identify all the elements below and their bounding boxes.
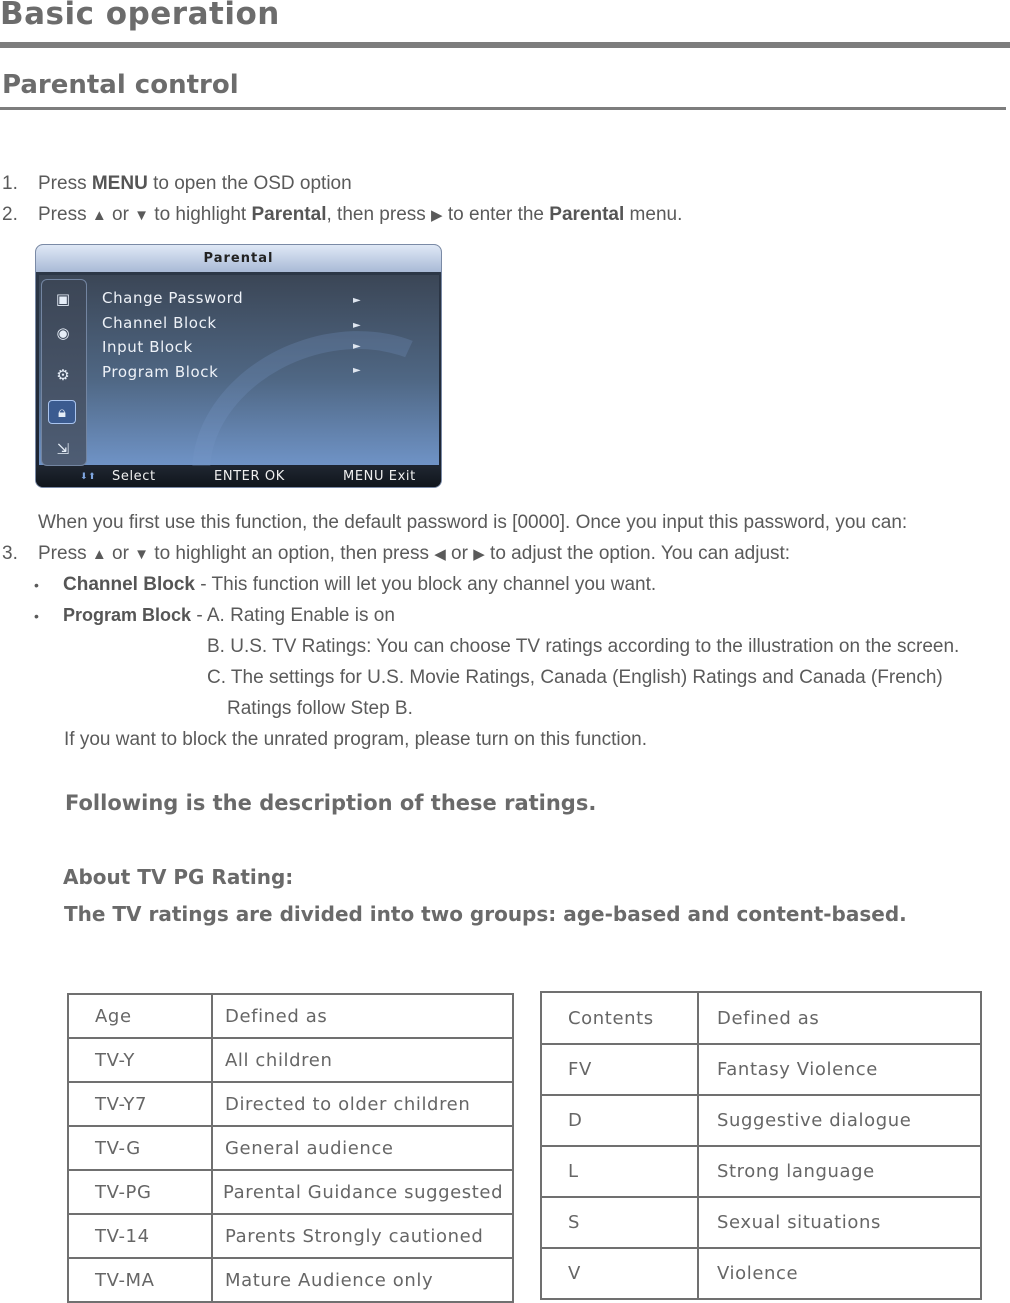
osd-item-channel-block[interactable]: Channel Block bbox=[102, 314, 217, 332]
step-text: or bbox=[445, 543, 474, 564]
rating-code: TV-G bbox=[68, 1126, 212, 1170]
footer-exit: MENU Exit bbox=[343, 469, 416, 484]
step-1 bbox=[2, 173, 352, 195]
step-text: Press bbox=[38, 173, 92, 194]
bullet-program-block bbox=[34, 605, 395, 627]
table-row bbox=[68, 1170, 513, 1214]
content-code: L bbox=[541, 1146, 698, 1197]
table-row bbox=[68, 1038, 513, 1082]
step-number: 3. bbox=[2, 543, 18, 564]
table-header-row bbox=[541, 992, 981, 1044]
rating-definition: General audience bbox=[212, 1126, 513, 1170]
osd-footer bbox=[36, 466, 441, 487]
about-heading: About TV PG Rating: bbox=[63, 865, 294, 889]
submenu-arrow-icon: ► bbox=[353, 365, 361, 376]
content-ratings-table bbox=[540, 991, 982, 1300]
right-arrow-icon: ▶ bbox=[431, 207, 443, 224]
rating-definition: Parents Strongly cautioned bbox=[212, 1214, 513, 1258]
content-code: V bbox=[541, 1248, 698, 1299]
program-block-c2: Ratings follow Step B. bbox=[227, 698, 413, 719]
content-definition: Strong language bbox=[698, 1146, 981, 1197]
table-header: Defined as bbox=[212, 994, 513, 1038]
ratings-intro: Following is the description of these ratings. bbox=[65, 791, 597, 815]
table-row bbox=[68, 1082, 513, 1126]
step-text: Press bbox=[38, 543, 92, 564]
bullet: • bbox=[34, 577, 39, 593]
rating-code: TV-14 bbox=[68, 1214, 212, 1258]
settings-icon[interactable]: ⚙ bbox=[56, 366, 70, 384]
tv-icon[interactable]: ▣ bbox=[55, 290, 71, 308]
table-row bbox=[68, 1214, 513, 1258]
step-text: to highlight an option, then press bbox=[149, 543, 435, 564]
source-icon[interactable]: ⇲ bbox=[56, 440, 70, 458]
content-definition: Sexual situations bbox=[698, 1197, 981, 1248]
step-text: menu. bbox=[624, 204, 683, 225]
submenu-arrow-icon: ► bbox=[353, 320, 361, 331]
title-divider bbox=[0, 42, 1010, 48]
rating-code: TV-PG bbox=[68, 1170, 212, 1214]
left-arrow-icon: ◀ bbox=[434, 546, 446, 563]
bullet: • bbox=[34, 608, 39, 624]
table-header: Defined as bbox=[698, 992, 981, 1044]
rating-code: TV-Y bbox=[68, 1038, 212, 1082]
content-definition: Suggestive dialogue bbox=[698, 1095, 981, 1146]
table-header-row bbox=[68, 994, 513, 1038]
osd-item-input-block[interactable]: Input Block bbox=[102, 338, 193, 356]
step-text: to adjust the option. You can adjust: bbox=[484, 543, 791, 564]
step-number: 1. bbox=[2, 173, 18, 194]
rating-code: TV-MA bbox=[68, 1258, 212, 1302]
section-title: Parental control bbox=[2, 70, 239, 100]
groups-heading: The TV ratings are divided into two groups: age-based and content-based. bbox=[64, 902, 907, 926]
up-arrow-icon: ▲ bbox=[91, 207, 107, 224]
age-ratings-table bbox=[67, 993, 514, 1303]
table-row bbox=[68, 1126, 513, 1170]
step-text: Press bbox=[38, 204, 92, 225]
rating-definition: Parental Guidance suggested bbox=[212, 1170, 513, 1214]
step-text: or bbox=[106, 543, 135, 564]
audio-icon[interactable]: ◉ bbox=[56, 324, 70, 342]
password-note: When you first use this function, the default password is [0000]. Once you input this password, you can: bbox=[38, 512, 908, 533]
table-row bbox=[541, 1044, 981, 1095]
up-arrow-icon: ▲ bbox=[91, 546, 107, 563]
step-2 bbox=[2, 204, 682, 226]
section-divider bbox=[0, 107, 1006, 110]
step-number: 2. bbox=[2, 204, 18, 225]
osd-item-program-block[interactable]: Program Block bbox=[102, 363, 219, 381]
nav-arrows-icon: ⬇⬆ bbox=[80, 472, 97, 482]
parental-osd-menu bbox=[35, 244, 442, 488]
step-3 bbox=[2, 543, 790, 565]
osd-item-change-password[interactable]: Change Password bbox=[102, 289, 244, 307]
table-header: Age bbox=[68, 994, 212, 1038]
channel-block-label: Channel Block bbox=[63, 574, 195, 595]
table-row bbox=[541, 1095, 981, 1146]
lock-icon[interactable]: 🔒︎ bbox=[48, 400, 76, 424]
step-text: to highlight bbox=[149, 204, 252, 225]
bullet-text: - A. Rating Enable is on bbox=[191, 605, 395, 626]
content-code: S bbox=[541, 1197, 698, 1248]
down-arrow-icon: ▼ bbox=[134, 546, 150, 563]
down-arrow-icon: ▼ bbox=[134, 207, 150, 224]
submenu-arrow-icon: ► bbox=[353, 295, 361, 306]
osd-body bbox=[39, 275, 439, 465]
parental-keyword: Parental bbox=[549, 204, 625, 225]
step-text: to enter the bbox=[442, 204, 550, 225]
footer-enter: ENTER OK bbox=[214, 469, 285, 484]
osd-title: Parental bbox=[36, 245, 441, 272]
menu-key: MENU bbox=[91, 173, 148, 194]
osd-sidebar bbox=[41, 279, 87, 466]
content-code: D bbox=[541, 1095, 698, 1146]
program-block-label: Program Block bbox=[63, 605, 192, 625]
step-text: or bbox=[106, 204, 135, 225]
content-code: FV bbox=[541, 1044, 698, 1095]
content-definition: Fantasy Violence bbox=[698, 1044, 981, 1095]
program-block-c: C. The settings for U.S. Movie Ratings, Canada (English) Ratings and Canada (French) bbox=[207, 667, 943, 688]
rating-code: TV-Y7 bbox=[68, 1082, 212, 1126]
submenu-arrow-icon: ► bbox=[353, 341, 361, 352]
rating-definition: All children bbox=[212, 1038, 513, 1082]
bullet-text: - This function will let you block any channel you want. bbox=[194, 574, 657, 595]
parental-keyword: Parental bbox=[251, 204, 327, 225]
rating-definition: Directed to older children bbox=[212, 1082, 513, 1126]
page-title: Basic operation bbox=[0, 0, 280, 32]
footer-select: Select bbox=[112, 469, 156, 484]
step-text: , then press bbox=[326, 204, 432, 225]
unrated-note: If you want to block the unrated program, please turn on this function. bbox=[64, 729, 648, 750]
table-row bbox=[68, 1258, 513, 1302]
bullet-channel-block bbox=[34, 574, 656, 596]
program-block-b: B. U.S. TV Ratings: You can choose TV ratings according to the illustration on the screen. bbox=[207, 636, 960, 657]
table-row bbox=[541, 1248, 981, 1299]
table-row bbox=[541, 1197, 981, 1248]
step-text: to open the OSD option bbox=[147, 173, 352, 194]
rating-definition: Mature Audience only bbox=[212, 1258, 513, 1302]
table-header: Contents bbox=[541, 992, 698, 1044]
right-arrow-icon: ▶ bbox=[473, 546, 485, 563]
content-definition: Violence bbox=[698, 1248, 981, 1299]
table-row bbox=[541, 1146, 981, 1197]
